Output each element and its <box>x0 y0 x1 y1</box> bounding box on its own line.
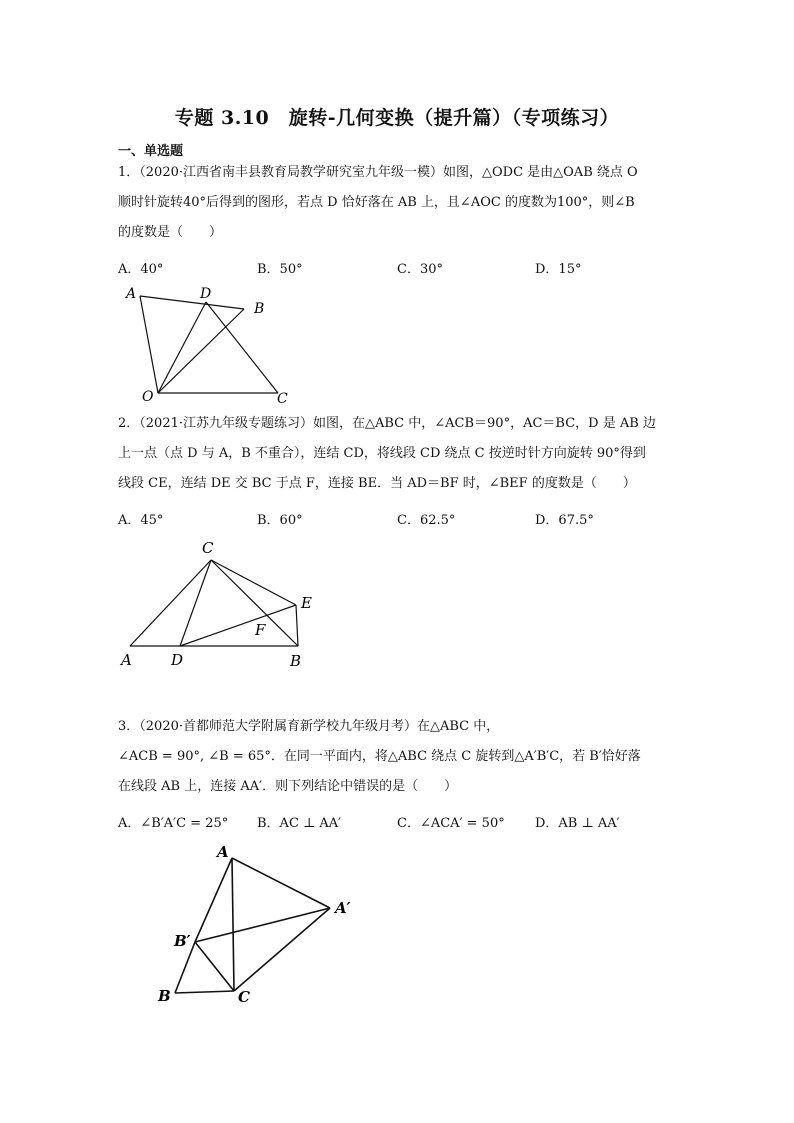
section-heading: 一、单选题 <box>118 144 184 159</box>
question-3-text <box>118 712 678 802</box>
question-1-line-3: 的度数是（ ） <box>118 225 223 240</box>
question-3-option-a[interactable]: A．∠B′A′C = 25° <box>118 816 229 831</box>
figure-2-label-b: B <box>290 652 302 670</box>
figure-1-label-o: O <box>142 389 154 405</box>
question-1-options <box>118 258 678 280</box>
question-2-option-c[interactable]: C．62.5° <box>397 513 456 528</box>
figure-2-label-f: F <box>255 621 266 639</box>
question-3-option-b[interactable]: B．AC ⊥ AA′ <box>257 816 342 831</box>
question-1-line-2: 顺时针旋转40°后得到的图形，若点 D 恰好落在 AB 上，且∠AOC 的度数为100°，则∠B <box>118 195 635 210</box>
figure-2-label-e: E <box>301 594 312 612</box>
question-2-text <box>118 409 678 499</box>
figure-3-label-c: C <box>238 988 250 1006</box>
question-1-text <box>118 158 678 248</box>
question-1-line-1: 1．（2020·江西省南丰县教育局教学研究室九年级一模）如图，△ODC 是由△OAB 绕点 O <box>118 165 638 180</box>
question-3-line-3: 在线段 AB 上，连接 AA′．则下列结论中错误的是（ ） <box>118 779 458 794</box>
figure-3-label-a-prime: A′ <box>335 899 351 917</box>
figure-1-label-a: A <box>126 286 137 302</box>
question-2-line-2: 上一点（点 D 与 A，B 不重合），连结 CD，将线段 CD 绕点 C 按逆时针方向旋转 90°得到 <box>118 446 646 461</box>
figure-2-label-a: A <box>121 651 132 669</box>
question-3-figure <box>150 838 370 1008</box>
question-2-figure <box>118 533 338 673</box>
question-3-option-c[interactable]: C．∠ACA′ = 50° <box>397 816 505 831</box>
question-1-option-a[interactable]: A．40° <box>118 262 164 277</box>
figure-3-label-b: B <box>158 987 171 1005</box>
question-2-option-d[interactable]: D．67.5° <box>535 513 594 528</box>
question-3-option-d[interactable]: D．AB ⊥ AA′ <box>535 816 620 831</box>
question-1-figure <box>118 280 308 405</box>
question-3-line-2: ∠ACB = 90°, ∠B = 65°．在同一平面内，将△ABC 绕点 C 旋转到△A′B′C，若 B′恰好落 <box>118 749 641 764</box>
document-title: 专题 3.10 旋转-几何变换（提升篇）（专项练习） <box>174 107 620 129</box>
question-3-options <box>118 812 678 834</box>
question-2-line-3: 线段 CE，连结 DE 交 BC 于点 F，连接 BE．当 AD＝BF 时，∠BEF 的度数是（ ） <box>118 476 636 491</box>
figure-2-label-d: D <box>171 651 184 669</box>
question-2-line-1: 2．（2021·江苏九年级专题练习）如图，在△ABC 中，∠ACB＝90°，AC＝BC，D 是 AB 边 <box>118 416 656 431</box>
figure-2-label-c: C <box>202 539 214 557</box>
figure-3-label-b-prime: B′ <box>174 932 191 950</box>
figure-1-label-b: B <box>254 301 265 317</box>
question-2-option-b[interactable]: B．60° <box>257 513 303 528</box>
figure-3-label-a: A <box>217 843 229 861</box>
figure-1-label-c: C <box>277 391 288 405</box>
question-3-line-1: 3．（2020·首都师范大学附属育新学校九年级月考）在△ABC 中， <box>118 719 500 734</box>
question-2-option-a[interactable]: A．45° <box>118 513 164 528</box>
figure-1-label-d: D <box>200 286 212 302</box>
question-1-option-b[interactable]: B．50° <box>257 262 303 277</box>
question-1-option-c[interactable]: C．30° <box>397 262 443 277</box>
question-2-options <box>118 509 678 531</box>
question-1-option-d[interactable]: D．15° <box>535 262 582 277</box>
